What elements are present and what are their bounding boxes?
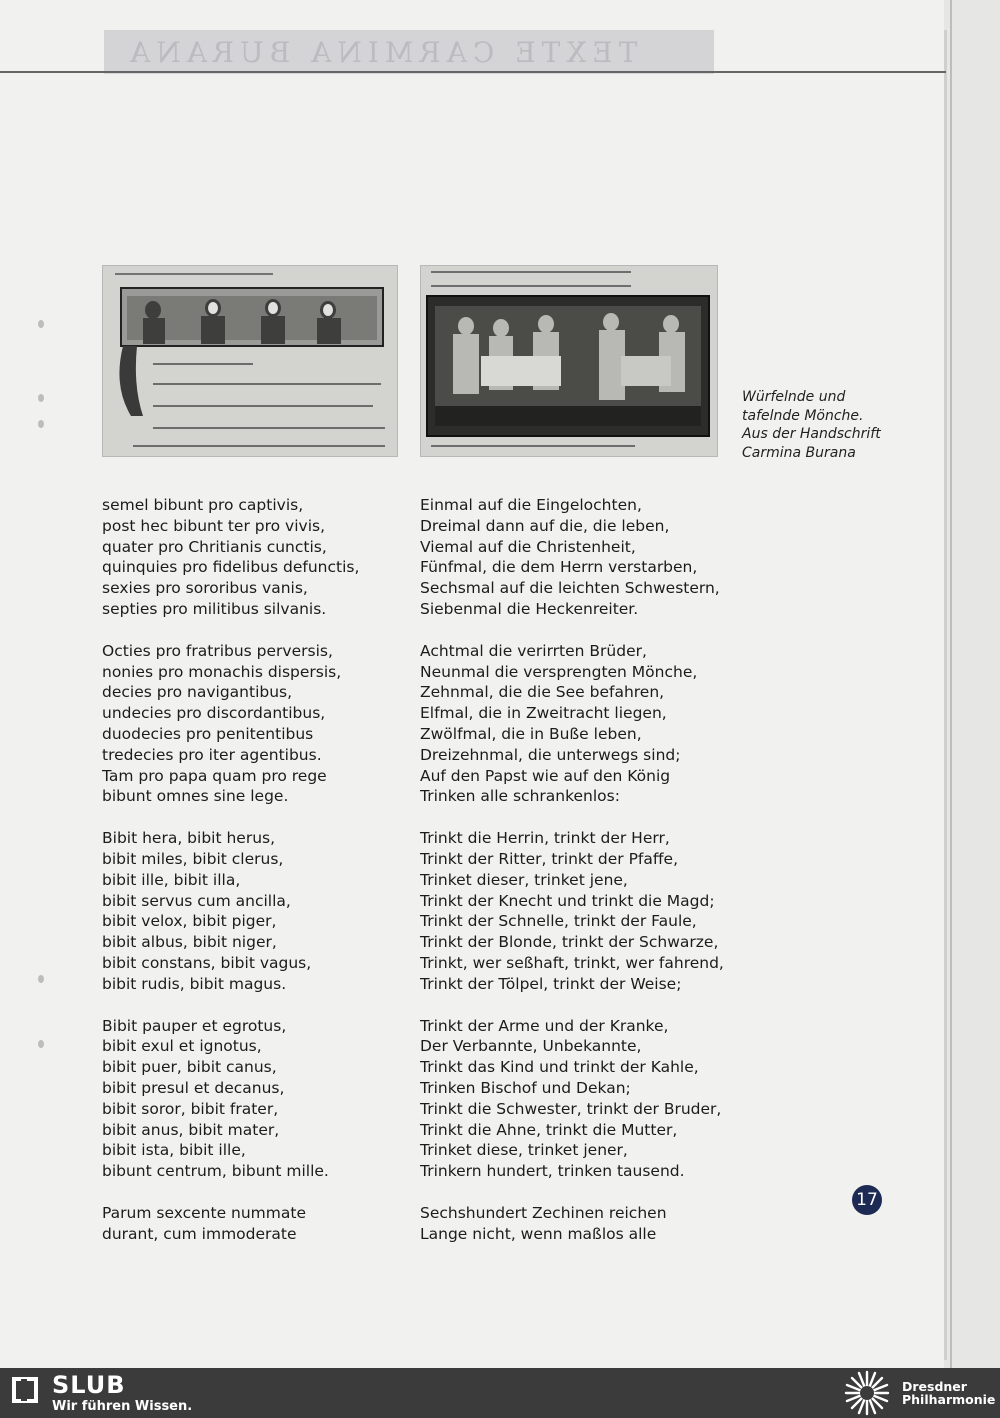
verse-line: Viemal auf die Christenheit, xyxy=(420,537,636,556)
stanza xyxy=(102,1203,359,1245)
binding-hole xyxy=(38,420,44,428)
stanza xyxy=(102,641,359,807)
caption-line: tafelnde Mönche. xyxy=(742,407,864,424)
verse-line: bibit constans, bibit vagus, xyxy=(102,953,312,972)
binding-hole xyxy=(38,1040,44,1048)
verse-line: Tam pro papa quam pro rege xyxy=(102,766,327,785)
verse-line: bibit exul et ignotus, xyxy=(102,1037,262,1056)
verse-line: tredecies pro iter agentibus. xyxy=(102,745,322,764)
verse-line: Trinkt die Ahne, trinkt die Mutter, xyxy=(420,1120,678,1139)
page-right-margin xyxy=(944,0,1000,1368)
verse-line: Trinken Bischof und Dekan; xyxy=(420,1078,631,1097)
verse-line: Trinkt der Knecht und trinkt die Magd; xyxy=(420,891,715,910)
verse-line: bibit miles, bibit clerus, xyxy=(102,849,284,868)
verse-line: Elfmal, die in Zweitracht liegen, xyxy=(420,704,667,723)
verse-line: Trinkt der Blonde, trinkt der Schwarze, xyxy=(420,933,719,952)
verse-line: Trinkt die Schwester, trinkt der Bruder, xyxy=(420,1099,722,1118)
verse-line: bibit velox, bibit piger, xyxy=(102,912,277,931)
slub-name: SLUB xyxy=(52,1371,126,1399)
header-title: TEXTE CARMINA BURANA xyxy=(124,36,638,69)
dresdner-philharmonie-logo-icon xyxy=(842,1370,892,1416)
verse-line: Auf den Papst wie auf den König xyxy=(420,766,671,785)
caption-line: Würfelnde und xyxy=(742,389,846,405)
partner-line: Dresdner xyxy=(902,1379,967,1394)
header-rule xyxy=(0,71,946,73)
verse-line: duodecies pro penitentibus xyxy=(102,724,314,743)
verse-line: Trinkt der Arme und der Kranke, xyxy=(420,1016,669,1035)
header-band xyxy=(104,30,714,74)
verse-line: bibit albus, bibit niger, xyxy=(102,933,277,952)
stanza xyxy=(420,495,724,620)
verse-line: Siebenmal die Heckenreiter. xyxy=(420,599,639,618)
verse-line: bibit presul et decanus, xyxy=(102,1078,285,1097)
verse-line: Trinket dieser, trinket jene, xyxy=(420,870,628,889)
verse-line: bibunt omnes sine lege. xyxy=(102,787,289,806)
verse-line: Trinket diese, trinket jener, xyxy=(420,1141,628,1160)
page-edge-line xyxy=(944,30,947,1360)
verse-line: Trinkt das Kind und trinkt der Kahle, xyxy=(420,1058,699,1077)
verse-line: Trinken alle schrankenlos: xyxy=(420,787,620,806)
verse-line: bibit ista, bibit ille, xyxy=(102,1141,246,1160)
verse-line: decies pro navigantibus, xyxy=(102,683,293,702)
partner-name xyxy=(902,1380,995,1406)
stanza xyxy=(420,828,724,994)
stanza xyxy=(102,828,359,994)
verse-line: Zehnmal, die die See befahren, xyxy=(420,683,665,702)
binding-hole xyxy=(38,975,44,983)
verse-line: bibit ille, bibit illa, xyxy=(102,870,241,889)
verse-line: Trinkt der Ritter, trinkt der Pfaffe, xyxy=(420,849,679,868)
verse-line: septies pro militibus silvanis. xyxy=(102,599,327,618)
stanza xyxy=(102,495,359,620)
verse-line: quinquies pro fidelibus defunctis, xyxy=(102,558,360,577)
verse-line: Bibit hera, bibit herus, xyxy=(102,829,276,848)
verse-line: Neunmal die versprengten Mönche, xyxy=(420,662,698,681)
slub-logo-icon xyxy=(10,1375,40,1405)
verse-line: nonies pro monachis dispersis, xyxy=(102,662,342,681)
stanza xyxy=(102,1016,359,1182)
verse-line: Zwölfmal, die in Buße leben, xyxy=(420,724,642,743)
verse-line: Octies pro fratribus perversis, xyxy=(102,641,333,660)
verse-line: bibunt centrum, bibunt mille. xyxy=(102,1162,329,1181)
verse-line: Trinkt, wer seßhaft, trinkt, wer fahrend, xyxy=(420,953,724,972)
partner-line: Philharmonie xyxy=(902,1392,996,1407)
page-number: 17 xyxy=(852,1185,882,1215)
verse-line: durant, cum immoderate xyxy=(102,1224,297,1243)
caption-line: Aus der Handschrift xyxy=(742,426,881,442)
stanza xyxy=(420,1203,724,1245)
verse-line: Trinkt der Tölpel, trinkt der Weise; xyxy=(420,974,682,993)
verse-line: bibit soror, bibit frater, xyxy=(102,1099,279,1118)
binding-hole xyxy=(38,394,44,402)
verse-line: bibit rudis, bibit magus. xyxy=(102,974,287,993)
caption-line: Carmina Burana xyxy=(742,444,856,461)
german-translation-column xyxy=(420,495,724,1266)
verse-line: Bibit pauper et egrotus, xyxy=(102,1016,287,1035)
latin-text-column xyxy=(102,495,359,1266)
verse-line: semel bibunt pro captivis, xyxy=(102,496,304,514)
manuscript-image-dicing-monks xyxy=(420,265,718,457)
image-caption xyxy=(742,388,881,462)
verse-line: Fünfmal, die dem Herrn verstarben, xyxy=(420,558,698,577)
verse-line: bibit servus cum ancilla, xyxy=(102,891,291,910)
verse-line: undecies pro discordantibus, xyxy=(102,704,326,723)
verse-line: Trinkern hundert, trinken tausend. xyxy=(420,1162,685,1181)
manuscript-image-drinking-monks xyxy=(102,265,398,457)
binding-hole xyxy=(38,320,44,328)
verse-line: Parum sexcente nummate xyxy=(102,1203,306,1222)
verse-line: Dreimal dann auf die, die leben, xyxy=(420,516,670,535)
stanza xyxy=(420,641,724,807)
verse-line: Sechshundert Zechinen reichen xyxy=(420,1203,667,1222)
stanza xyxy=(420,1016,724,1182)
verse-line: bibit puer, bibit canus, xyxy=(102,1058,277,1077)
verse-line: Lange nicht, wenn maßlos alle xyxy=(420,1224,657,1243)
footer-bar xyxy=(0,1368,1000,1418)
verse-line: Der Verbannte, Unbekannte, xyxy=(420,1037,642,1056)
verse-line: Trinkt der Schnelle, trinkt der Faule, xyxy=(420,912,697,931)
verse-line: sexies pro sororibus vanis, xyxy=(102,579,308,598)
verse-line: Einmal auf die Eingelochten, xyxy=(420,496,642,514)
verse-line: Achtmal die verirrten Brüder, xyxy=(420,641,647,660)
verse-line: Dreizehnmal, die unterwegs sind; xyxy=(420,745,681,764)
verse-line: bibit anus, bibit mater, xyxy=(102,1120,280,1139)
verse-line: Sechsmal auf die leichten Schwestern, xyxy=(420,579,720,598)
verse-line: post hec bibunt ter pro vivis, xyxy=(102,516,326,535)
slub-tagline: Wir führen Wissen. xyxy=(52,1399,193,1414)
verse-line: quater pro Chritianis cunctis, xyxy=(102,537,327,556)
verse-line: Trinkt die Herrin, trinkt der Herr, xyxy=(420,829,670,848)
